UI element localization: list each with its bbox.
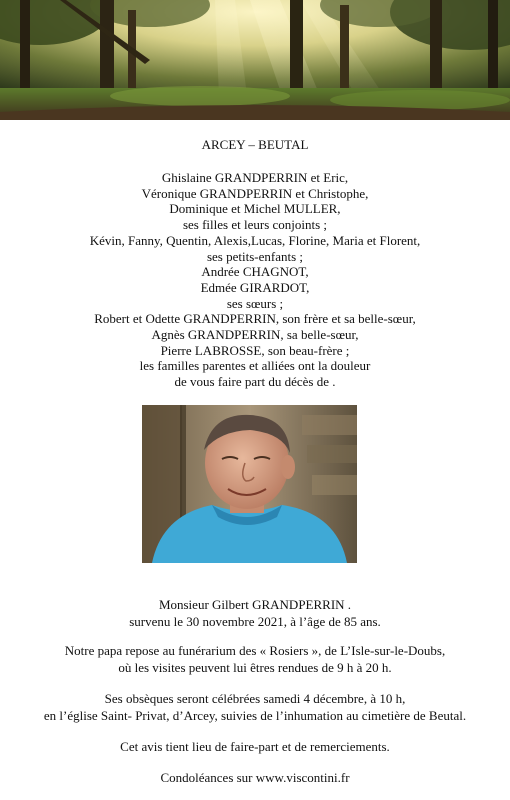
family-list bbox=[0, 170, 510, 390]
funeral-info bbox=[0, 690, 510, 724]
family-line: Andrée CHAGNOT, bbox=[201, 264, 309, 280]
family-line: les familles parentes et alliées ont la douleur bbox=[139, 358, 371, 374]
family-line: Véronique GRANDPERRIN et Christophe, bbox=[141, 185, 369, 201]
deceased-date: survenu le 30 novembre 2021, à l’âge de 85 ans. bbox=[129, 614, 381, 629]
deceased-name: Monsieur Gilbert GRANDPERRIN . bbox=[158, 597, 352, 612]
family-line: Ghislaine GRANDPERRIN et Eric, bbox=[161, 170, 349, 185]
portrait-photo bbox=[142, 405, 357, 563]
forest-illustration bbox=[0, 0, 510, 120]
family-line: ses filles et leurs conjoints ; bbox=[182, 217, 328, 233]
deceased-info bbox=[0, 596, 510, 630]
family-line: ses petits-enfants ; bbox=[206, 248, 304, 264]
forest-banner-image bbox=[0, 0, 510, 120]
visitation-info bbox=[0, 642, 510, 676]
location-title bbox=[0, 137, 510, 153]
location-title-text: ARCEY – BEUTAL bbox=[201, 137, 309, 152]
portrait-illustration bbox=[142, 405, 357, 563]
family-line: ses sœurs ; bbox=[226, 295, 284, 311]
family-line: Dominique et Michel MULLER, bbox=[169, 201, 341, 217]
condolences-line: Condoléances sur www.viscontini.fr bbox=[160, 770, 350, 785]
funeral-line-1: Ses obsèques seront célébrées samedi 4 décembre, à 10 h, bbox=[104, 691, 406, 706]
funeral-line-2: en l’église Saint- Privat, d’Arcey, suivies de l’inhumation au cimetière de Beutal. bbox=[43, 708, 467, 723]
family-line: Agnès GRANDPERRIN, sa belle-sœur, bbox=[151, 327, 359, 343]
notice-line: Cet avis tient lieu de faire-part et de remerciements. bbox=[120, 739, 390, 754]
family-line: Kévin, Fanny, Quentin, Alexis,Lucas, Florine, Maria et Florent, bbox=[89, 232, 421, 248]
family-line: Edmée GIRARDOT, bbox=[200, 279, 310, 295]
family-line: Pierre LABROSSE, son beau-frère ; bbox=[160, 342, 350, 358]
condolences-text bbox=[0, 769, 510, 786]
family-line: de vous faire part du décès de . bbox=[174, 374, 336, 390]
visitation-line-2: où les visites peuvent lui êtres rendues de 9 h à 20 h. bbox=[118, 660, 392, 675]
family-line: Robert et Odette GRANDPERRIN, son frère et sa belle-sœur, bbox=[94, 311, 416, 327]
notice-text bbox=[0, 738, 510, 755]
visitation-line-1: Notre papa repose au funérarium des « Rosiers », de L’Isle-sur-le-Doubs, bbox=[64, 643, 446, 658]
